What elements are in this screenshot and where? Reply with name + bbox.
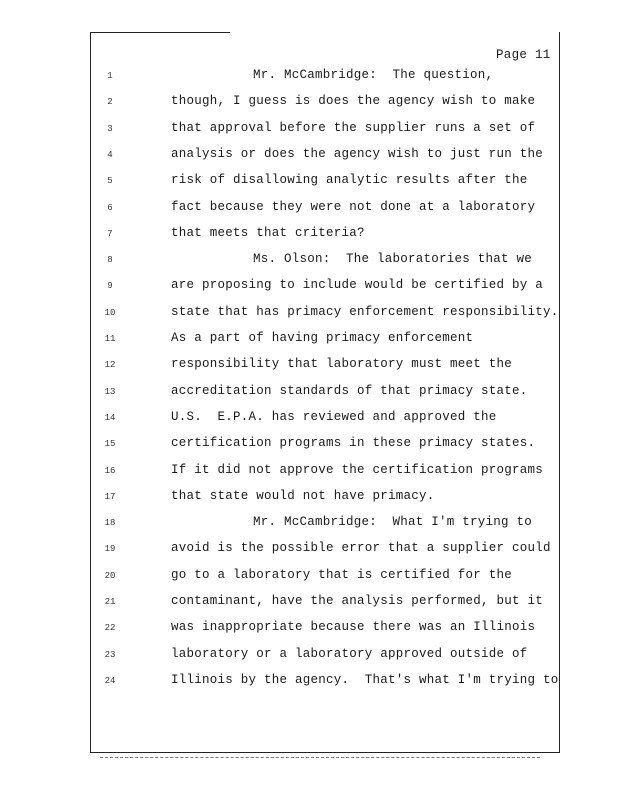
transcript-line [0, 68, 560, 92]
line-number: 1 [107, 71, 113, 81]
transcript-line [0, 410, 560, 434]
line-number: 5 [107, 176, 113, 187]
transcript-line [0, 489, 560, 513]
line-text: Mr. McCambridge: The question, [253, 68, 494, 82]
line-text: are proposing to include would be certified by a [171, 278, 544, 293]
transcript-line [0, 463, 560, 487]
transcript-line [0, 226, 560, 250]
transcript-line [0, 541, 560, 565]
line-number: 3 [107, 123, 113, 134]
line-number: 17 [104, 491, 116, 502]
transcript-line [0, 436, 560, 460]
line-number: 6 [107, 202, 113, 213]
line-number: 21 [104, 597, 116, 607]
line-text: Mr. McCambridge: What I'm trying to [253, 515, 533, 530]
line-text: that state would not have primacy. [171, 488, 435, 503]
line-text: state that has primacy enforcement responsibility. [171, 304, 559, 319]
transcript-line [0, 568, 560, 592]
line-text: that approval before the supplier runs a set of [171, 120, 536, 135]
transcript-line [0, 121, 560, 145]
line-number: 15 [104, 439, 116, 450]
line-number: 24 [104, 675, 116, 686]
transcript-line [0, 305, 560, 329]
transcript-line [0, 647, 560, 671]
line-number: 13 [104, 386, 116, 397]
bottom-dashed-rule [100, 757, 540, 758]
line-number: 23 [104, 649, 116, 660]
line-text: certification programs in these primacy states. [171, 436, 536, 451]
transcript-line [0, 620, 560, 644]
line-text: avoid is the possible error that a supplier could [171, 541, 551, 556]
line-number: 10 [104, 307, 116, 318]
line-number: 19 [104, 544, 116, 555]
line-number: 11 [104, 334, 116, 344]
line-text: Ms. Olson: The laboratories that we [253, 252, 533, 267]
line-number: 9 [107, 281, 113, 292]
line-text: fact because they were not done at a laboratory [171, 199, 536, 214]
line-text: If it did not approve the certification programs [171, 462, 544, 477]
line-text: go to a laboratory that is certified for the [171, 567, 513, 582]
line-text: U.S. E.P.A. has reviewed and approved the [171, 409, 497, 424]
transcript-line [0, 278, 560, 302]
line-text: was inappropriate because there was an Illinois [171, 620, 536, 635]
transcript-line [0, 384, 560, 408]
transcript-line [0, 673, 560, 697]
line-text: Illinois by the agency. That's what I'm trying to [171, 672, 559, 687]
transcript-line [0, 357, 560, 381]
line-text: risk of disallowing analytic results after the [171, 173, 528, 188]
transcript-line [0, 331, 560, 355]
line-text: As a part of having primacy enforcement [171, 331, 474, 345]
line-text: laboratory or a laboratory approved outside of [171, 646, 528, 661]
line-number: 8 [107, 255, 113, 266]
line-text: responsibility that laboratory must meet the [171, 357, 513, 372]
line-number: 22 [104, 623, 116, 634]
line-number: 7 [107, 228, 113, 239]
line-number: 16 [104, 465, 116, 476]
line-number: 12 [104, 360, 116, 371]
transcript-line [0, 147, 560, 171]
transcript-line [0, 252, 560, 276]
transcript-line [0, 173, 560, 197]
line-number: 4 [107, 149, 113, 160]
line-number: 14 [104, 412, 116, 423]
transcript-line [0, 515, 560, 539]
line-text: that meets that criteria? [171, 225, 365, 240]
transcript-line [0, 594, 560, 618]
line-number: 2 [107, 97, 113, 108]
line-text: though, I guess is does the agency wish to make [171, 94, 536, 109]
transcript-line [0, 94, 560, 118]
line-text: contaminant, have the analysis performed, but it [171, 594, 544, 608]
bottom-border-rule [90, 752, 560, 753]
page-number-label: Page 11 [496, 48, 551, 62]
line-number: 20 [104, 570, 116, 581]
line-text: accreditation standards of that primacy state. [171, 383, 528, 398]
line-text: analysis or does the agency wish to just run the [171, 146, 544, 161]
line-number: 18 [104, 518, 116, 529]
transcript-line [0, 200, 560, 224]
